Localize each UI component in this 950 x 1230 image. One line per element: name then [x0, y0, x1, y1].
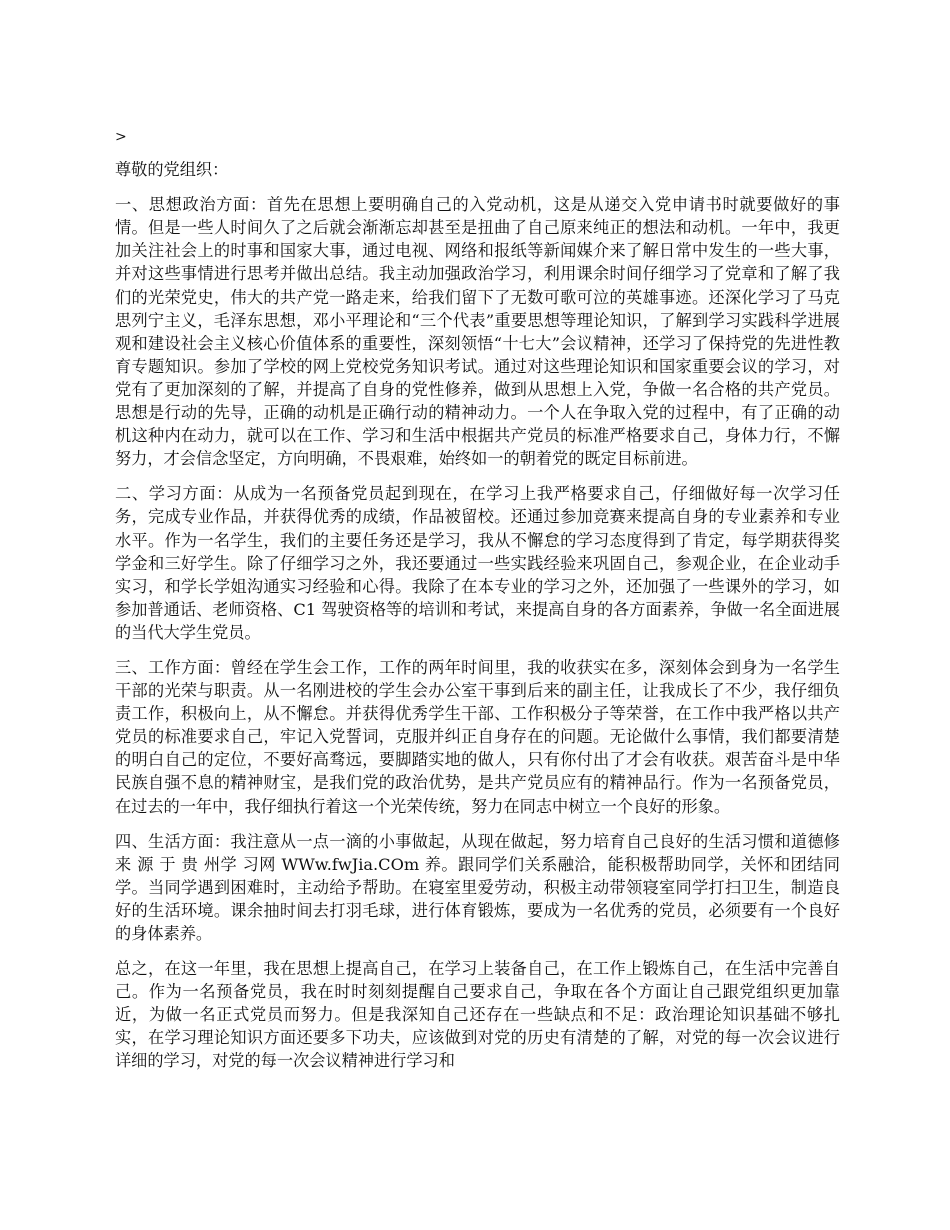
paragraph-study: 二、学习方面：从成为一名预备党员起到现在，在学习上我严格要求自己，仔细做好每一次学习任务，完成专业作品，并获得优秀的成绩，作品被留校。还通过参加竞赛来提高自身的专业素养和专业水平。作为一名学生，我们的主要任务还是学习，我从不懈怠的学习态度得到了肯定，每学期获得奖学金和三好学生。除了仔细学习之外，我还要通过一些实践经验来巩固自己，参观企业，在企业动手实习，和学长学姐沟通实习经验和心得。我除了在本专业的学习之外，还加强了一些课外的学习，如参加普通话、老师资格、C1 驾驶资格等的培训和考试，来提高自身的各方面素养，争做一名全面进展的当代大学生党员。: [115, 484, 840, 642]
document-page: [115, 126, 840, 1085]
paragraph-summary: 总之，在这一年里，我在思想上提高自己，在学习上装备自己，在工作上锻炼自己，在生活中完善自己。作为一名预备党员，我在时时刻刻提醒自己要求自己，争取在各个方面让自己跟党组织更加靠近，为做一名正式党员而努力。但是我深知自己还存在一些缺点和不足：政治理论知识基础不够扎实，在学习理论知识方面还要多下功夫，应该做到对党的历史有清楚的了解，对党的每一次会议进行详细的学习，对党的每一次会议精神进行学习和: [115, 959, 840, 1071]
salutation: 尊敬的党组织：: [115, 160, 229, 180]
paragraph-political: 一、思想政治方面：首先在思想上要明确自己的入党动机，这是从递交入党申请书时就要做好的事情。但是一些人时间久了之后就会渐渐忘却甚至是扭曲了自己原来纯正的想法和动机。一年中，我更加关注社会上的时事和国家大事，通过电视、网络和报纸等新闻媒介来了解日常中发生的一些大事，并对这些事情进行思考并做出总结。我主动加强政治学习，利用课余时间仔细学习了党章和了解了我们的光荣党史，伟大的共产党一路走来，给我们留下了无数可歌可泣的英雄事迹。还深化学习了马克思列宁主义，毛泽东思想，邓小平理论和“三个代表”重要思想等理论知识，了解到学习实践科学进展观和建设社会主义核心价值体系的重要性，深刻领悟“十七大”会议精神，还学习了保持党的先进性教育专题知识。参加了学校的网上党校党务知识考试。通过对这些理论知识和国家重要会议的学习，对党有了更加深刻的了解，并提高了自身的党性修养，做到从思想上入党，争做一名合格的共产党员。思想是行动的先导，正确的动机是正确行动的精神动力。一个人在争取入党的过程中，有了正确的动机这种内在动力，就可以在工作、学习和生活中根据共产党员的标准严格要求自己，身体力行，不懈努力，才会信念坚定，方向明确，不畏艰难，始终如一的朝着党的既定目标前进。: [115, 195, 840, 469]
paragraph-life: 四、生活方面：我注意从一点一滴的小事做起，从现在做起，努力培育自己良好的生活习惯和道德修来 源 于 贵 州学 习网 WWw.fwJia.COm 养。跟同学们关系融洽，能积极帮助同学，关怀和团结同学。当同学遇到困难时，主动给予帮助。在寝室里爱劳动，积极主动带领寝室同学打扫卫生，制造良好的生活环境。课余抽时间去打羽毛球，进行体育锻炼，要成为一名优秀的党员，必须要有一个良好的身体素养。: [115, 831, 840, 943]
page-marker: >: [115, 129, 127, 145]
paragraph-work: 三、工作方面：曾经在学生会工作，工作的两年时间里，我的收获实在多，深刻体会到身为一名学生干部的光荣与职责。从一名刚进校的学生会办公室干事到后来的副主任，让我成长了不少，我仔细负责工作，积极向上，从不懈怠。并获得优秀学生干部、工作积极分子等荣誉，在工作中我严格以共产党员的标准要求自己，牢记入党誓词，克服并纠正自身存在的问题。无论做什么事情，我们都要清楚的明白自己的定位，不要好高骛远，要脚踏实地的做人，只有你付出了才会有收获。艰苦奋斗是中华民族自强不息的精神财宝，是我们党的政治优势，是共产党员应有的精神品行。作为一名预备党员，在过去的一年中，我仔细执行着这一个光荣传统，努力在同志中树立一个良好的形象。: [115, 657, 840, 816]
